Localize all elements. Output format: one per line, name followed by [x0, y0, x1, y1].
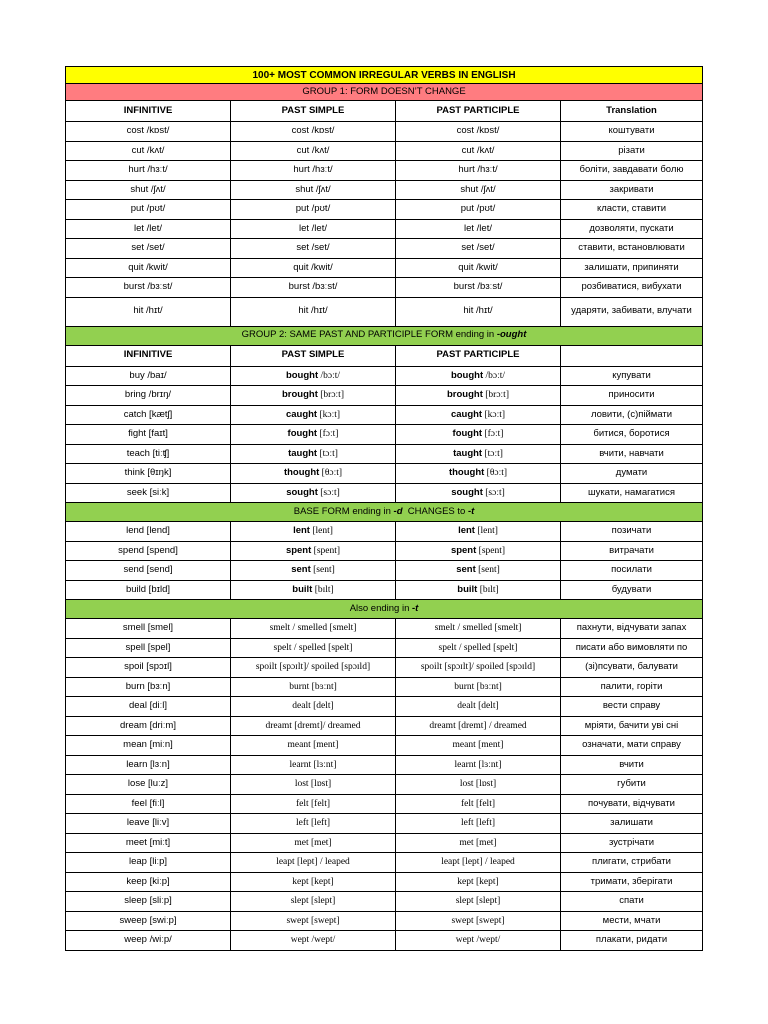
table-cell: розбиватися, вибухати [561, 278, 703, 298]
verb-form: fought [452, 428, 483, 440]
table-cell: мріяти, бачити уві сні [561, 716, 703, 736]
group1-heading-row [66, 84, 703, 101]
table-cell: put /pʊt/ [66, 200, 231, 220]
irregular-verbs-table [65, 66, 703, 951]
table-cell: плигати, стрибати [561, 853, 703, 873]
transcription: [lent] [474, 526, 498, 537]
table-cell: catch [kætʃ] [66, 405, 231, 425]
verb-form: spent [285, 544, 312, 556]
transcription: [kɔːt] [317, 409, 341, 420]
verb-form: thought [283, 467, 320, 479]
table-cell: let /let/ [231, 219, 396, 239]
table-cell: leave [liːv] [66, 814, 231, 834]
table-cell: sweep [swiːp] [66, 911, 231, 931]
table-cell: mean [miːn] [66, 736, 231, 756]
table-row [66, 931, 703, 951]
transcription: [bɪlt] [477, 584, 499, 595]
table-cell: smell [smel] [66, 619, 231, 639]
header-past-participle: PAST PARTICIPLE [396, 101, 561, 122]
table-row [66, 580, 703, 600]
table-cell: коштувати [561, 122, 703, 142]
table-cell: put /pʊt/ [396, 200, 561, 220]
table-cell [396, 464, 561, 484]
table-cell: sleep [sliːp] [66, 892, 231, 912]
table-cell: посилати [561, 561, 703, 581]
table-cell: bring /brɪŋ/ [66, 386, 231, 406]
table-cell: burn [bɜːn] [66, 677, 231, 697]
table-row [66, 814, 703, 834]
verb-form: sought [286, 486, 318, 498]
table-cell [231, 444, 396, 464]
table-row [66, 911, 703, 931]
table-cell: тримати, зберігати [561, 872, 703, 892]
table-cell: learnt [lɜːnt] [396, 755, 561, 775]
table-cell: шукати, намагатися [561, 483, 703, 503]
group2-heading-row [66, 326, 703, 345]
table-cell: dream [driːm] [66, 716, 231, 736]
table-cell [396, 483, 561, 503]
table-row [66, 278, 703, 298]
verb-form: thought [448, 467, 485, 479]
table-cell: set /set/ [396, 239, 561, 259]
table-cell [396, 444, 561, 464]
table-cell: left [left] [231, 814, 396, 834]
table-row [66, 853, 703, 873]
table-cell: quit /kwit/ [66, 258, 231, 278]
table-row [66, 366, 703, 386]
table-cell: leap [liːp] [66, 853, 231, 873]
table-cell: класти, ставити [561, 200, 703, 220]
verb-form: caught [450, 408, 483, 420]
table-cell: spelt / spelled [spelt] [231, 638, 396, 658]
table-cell: burnt [bɜːnt] [231, 677, 396, 697]
table-cell: cost /kɒst/ [396, 122, 561, 142]
table-cell [396, 561, 561, 581]
table-cell: let /let/ [396, 219, 561, 239]
table-cell [396, 541, 561, 561]
table-cell: shut /ʃʌt/ [396, 180, 561, 200]
header-past-simple: PAST SIMPLE [231, 345, 396, 366]
table-cell: burst /bɜːst/ [66, 278, 231, 298]
table-cell: писати або вимовляти по [561, 638, 703, 658]
verb-form: brought [281, 389, 318, 401]
table-cell: smelt / smelled [smelt] [396, 619, 561, 639]
table-cell: dreamt [dremt] / dreamed [396, 716, 561, 736]
table-cell [396, 366, 561, 386]
transcription: [bɪlt] [312, 584, 334, 595]
table-cell: swept [swept] [396, 911, 561, 931]
table-cell: meant [ment] [396, 736, 561, 756]
transcription: [lent] [309, 526, 333, 537]
group4-heading: Also ending in -t [66, 600, 703, 619]
table-row [66, 892, 703, 912]
table-cell: spoilt [spɔɪlt]/ spoiled [spɔɪld] [396, 658, 561, 678]
table-cell: вчити [561, 755, 703, 775]
table-cell: lost [lɒst] [396, 775, 561, 795]
table-cell: feel [fiːl] [66, 794, 231, 814]
table-cell: let /let/ [66, 219, 231, 239]
table-row [66, 122, 703, 142]
table-cell: будувати [561, 580, 703, 600]
group2-heading: GROUP 2: SAME PAST AND PARTICIPLE FORM ending in -ought [66, 326, 703, 345]
verb-table-sheet [65, 66, 702, 951]
table-cell: deal [diːl] [66, 697, 231, 717]
transcription: [brɔːt] [482, 390, 509, 401]
table-cell: slept [slept] [396, 892, 561, 912]
table-row [66, 141, 703, 161]
table-cell: hit /hɪt/ [396, 297, 561, 326]
header-translation: Translation [561, 101, 703, 122]
verb-form: spent [450, 544, 477, 556]
table-row [66, 258, 703, 278]
table-cell: dealt [delt] [396, 697, 561, 717]
transcription: /bɔːt/ [318, 370, 341, 381]
table-cell: cost /kɒst/ [231, 122, 396, 142]
verb-form: bought [285, 369, 319, 381]
verb-form: lent [458, 525, 475, 537]
table-row [66, 219, 703, 239]
table-cell: думати [561, 464, 703, 484]
table-cell: leapt [lept] / leaped [231, 853, 396, 873]
table-cell: cost /kɒst/ [66, 122, 231, 142]
table-row [66, 716, 703, 736]
table-cell: lose [luːz] [66, 775, 231, 795]
table-row [66, 677, 703, 697]
table-cell: означати, мати справу [561, 736, 703, 756]
table-row [66, 697, 703, 717]
table-cell: quit /kwit/ [396, 258, 561, 278]
table-cell: buy /baɪ/ [66, 366, 231, 386]
table-cell [231, 386, 396, 406]
table-row [66, 483, 703, 503]
table-cell: weep /wiːp/ [66, 931, 231, 951]
header-infinitive: INFINITIVE [66, 345, 231, 366]
table-row [66, 297, 703, 326]
title-row [66, 67, 703, 84]
header-translation-empty [561, 345, 703, 366]
header-past-simple: PAST SIMPLE [231, 101, 396, 122]
header-infinitive: INFINITIVE [66, 101, 231, 122]
table-row [66, 561, 703, 581]
table-cell: губити [561, 775, 703, 795]
table-cell: зустрічати [561, 833, 703, 853]
transcription: /bɔːt/ [483, 370, 506, 381]
verb-form: bought [450, 369, 484, 381]
table-cell: keep [kiːp] [66, 872, 231, 892]
table-cell [231, 541, 396, 561]
verb-form: lent [293, 525, 310, 537]
table-cell: shut /ʃʌt/ [66, 180, 231, 200]
table-cell [231, 366, 396, 386]
transcription: [sɔːt] [482, 487, 505, 498]
table-cell [231, 580, 396, 600]
table-cell: cut /kʌt/ [396, 141, 561, 161]
table-cell: позичати [561, 522, 703, 542]
transcription: [θɔːt] [319, 468, 343, 479]
table-row [66, 775, 703, 795]
transcription: [kɔːt] [482, 409, 506, 420]
table-cell: spoilt [spɔɪlt]/ spoiled [spɔɪld] [231, 658, 396, 678]
group1-header-row [66, 101, 703, 122]
table-cell: палити, горіти [561, 677, 703, 697]
verb-form: built [292, 583, 313, 595]
table-row [66, 405, 703, 425]
table-cell: spoil [spɔɪl] [66, 658, 231, 678]
table-cell: set /set/ [66, 239, 231, 259]
table-cell: hit /hɪt/ [231, 297, 396, 326]
verb-form: fought [287, 428, 318, 440]
table-cell: burst /bɜːst/ [231, 278, 396, 298]
table-row [66, 755, 703, 775]
table-cell [231, 464, 396, 484]
table-cell [231, 561, 396, 581]
table-cell: приносити [561, 386, 703, 406]
table-cell: felt [felt] [396, 794, 561, 814]
table-row [66, 180, 703, 200]
table-cell [231, 425, 396, 445]
table-cell: fight [faɪt] [66, 425, 231, 445]
table-row [66, 425, 703, 445]
verb-form: brought [446, 389, 483, 401]
table-cell: spend [spend] [66, 541, 231, 561]
table-cell: ударяти, забивати, влучати [561, 297, 703, 326]
table-cell [396, 425, 561, 445]
table-cell: burnt [bɜːnt] [396, 677, 561, 697]
transcription: [spent] [476, 545, 506, 556]
table-cell: send [send] [66, 561, 231, 581]
table-cell [396, 405, 561, 425]
verb-form: sent [291, 564, 311, 576]
table-row [66, 736, 703, 756]
table-cell: lend [lend] [66, 522, 231, 542]
table-cell: залишати [561, 814, 703, 834]
table-cell: wept /wept/ [396, 931, 561, 951]
table-cell: пахнути, відчувати запах [561, 619, 703, 639]
table-row [66, 794, 703, 814]
table-cell: slept [slept] [231, 892, 396, 912]
transcription: [tɔːt] [482, 448, 503, 459]
table-cell: спати [561, 892, 703, 912]
header-past-participle: PAST PARTICIPLE [396, 345, 561, 366]
table-cell: kept [kept] [396, 872, 561, 892]
table-cell: met [met] [396, 833, 561, 853]
transcription: [spent] [311, 545, 341, 556]
group4-heading-row [66, 600, 703, 619]
table-cell [396, 580, 561, 600]
table-row [66, 239, 703, 259]
table-cell: дозволяти, пускати [561, 219, 703, 239]
table-cell: met [met] [231, 833, 396, 853]
table-cell: залишати, припиняти [561, 258, 703, 278]
table-cell: різати [561, 141, 703, 161]
table-cell: build [bɪld] [66, 580, 231, 600]
table-cell: hurt /hɜːt/ [396, 161, 561, 181]
table-cell [231, 522, 396, 542]
transcription: [θɔːt] [484, 468, 508, 479]
table-title: 100+ MOST COMMON IRREGULAR VERBS IN ENGLISH [66, 67, 703, 84]
table-cell: закривати [561, 180, 703, 200]
table-cell: left [left] [396, 814, 561, 834]
table-cell: learnt [lɜːnt] [231, 755, 396, 775]
table-cell [231, 405, 396, 425]
table-cell: hurt /hɜːt/ [231, 161, 396, 181]
group2-header-row [66, 345, 703, 366]
table-cell: set /set/ [231, 239, 396, 259]
transcription: [fɔːt] [317, 429, 339, 440]
table-cell: think [θɪŋk] [66, 464, 231, 484]
table-row [66, 161, 703, 181]
transcription: [brɔːt] [317, 390, 344, 401]
table-cell: плакати, ридати [561, 931, 703, 951]
table-cell: meant [ment] [231, 736, 396, 756]
table-cell: meet [miːt] [66, 833, 231, 853]
table-cell: dealt [delt] [231, 697, 396, 717]
table-row [66, 200, 703, 220]
table-cell: learn [lɜːn] [66, 755, 231, 775]
table-cell: ловити, (с)піймати [561, 405, 703, 425]
table-cell: swept [swept] [231, 911, 396, 931]
table-row [66, 541, 703, 561]
transcription: [sent] [475, 565, 500, 576]
verb-form: taught [288, 447, 318, 459]
table-cell: wept /wept/ [231, 931, 396, 951]
table-cell: teach [tiːʧ] [66, 444, 231, 464]
table-row [66, 872, 703, 892]
table-row [66, 638, 703, 658]
table-cell: битися, боротися [561, 425, 703, 445]
verb-form: sent [456, 564, 476, 576]
table-cell: (зі)псувати, балувати [561, 658, 703, 678]
table-cell [396, 386, 561, 406]
transcription: [fɔːt] [482, 429, 504, 440]
table-row [66, 386, 703, 406]
table-cell: hurt /hɜːt/ [66, 161, 231, 181]
table-cell: put /pʊt/ [231, 200, 396, 220]
table-cell: leapt [lept] / leaped [396, 853, 561, 873]
transcription: [sɔːt] [317, 487, 340, 498]
table-cell: spelt / spelled [spelt] [396, 638, 561, 658]
transcription: [tɔːt] [317, 448, 338, 459]
table-cell: burst /bɜːst/ [396, 278, 561, 298]
table-cell: lost [lɒst] [231, 775, 396, 795]
table-row [66, 619, 703, 639]
transcription: [sent] [310, 565, 335, 576]
table-cell: вести справу [561, 697, 703, 717]
verb-form: taught [453, 447, 483, 459]
table-cell: ставити, встановлювати [561, 239, 703, 259]
table-cell: cut /kʌt/ [231, 141, 396, 161]
group3-heading-row [66, 503, 703, 522]
table-row [66, 658, 703, 678]
table-cell: quit /kwit/ [231, 258, 396, 278]
table-row [66, 444, 703, 464]
table-cell [396, 522, 561, 542]
table-row [66, 833, 703, 853]
table-cell: почувати, відчувати [561, 794, 703, 814]
table-cell: вчити, навчати [561, 444, 703, 464]
verb-form: sought [451, 486, 483, 498]
table-cell: kept [kept] [231, 872, 396, 892]
table-cell: витрачати [561, 541, 703, 561]
table-cell: hit /hɪt/ [66, 297, 231, 326]
table-cell [231, 483, 396, 503]
table-cell: shut /ʃʌt/ [231, 180, 396, 200]
table-cell: felt [felt] [231, 794, 396, 814]
table-cell: боліти, завдавати болю [561, 161, 703, 181]
table-cell: seek [siːk] [66, 483, 231, 503]
verb-form: caught [285, 408, 318, 420]
table-row [66, 522, 703, 542]
group1-heading: GROUP 1: FORM DOESN’T CHANGE [66, 84, 703, 101]
verb-form: built [457, 583, 478, 595]
group3-heading: BASE FORM ending in -d CHANGES to -t [66, 503, 703, 522]
table-cell: купувати [561, 366, 703, 386]
table-cell: мести, мчати [561, 911, 703, 931]
table-cell: smelt / smelled [smelt] [231, 619, 396, 639]
table-cell: spell [spel] [66, 638, 231, 658]
table-row [66, 464, 703, 484]
table-cell: cut /kʌt/ [66, 141, 231, 161]
table-cell: dreamt [dremt]/ dreamed [231, 716, 396, 736]
